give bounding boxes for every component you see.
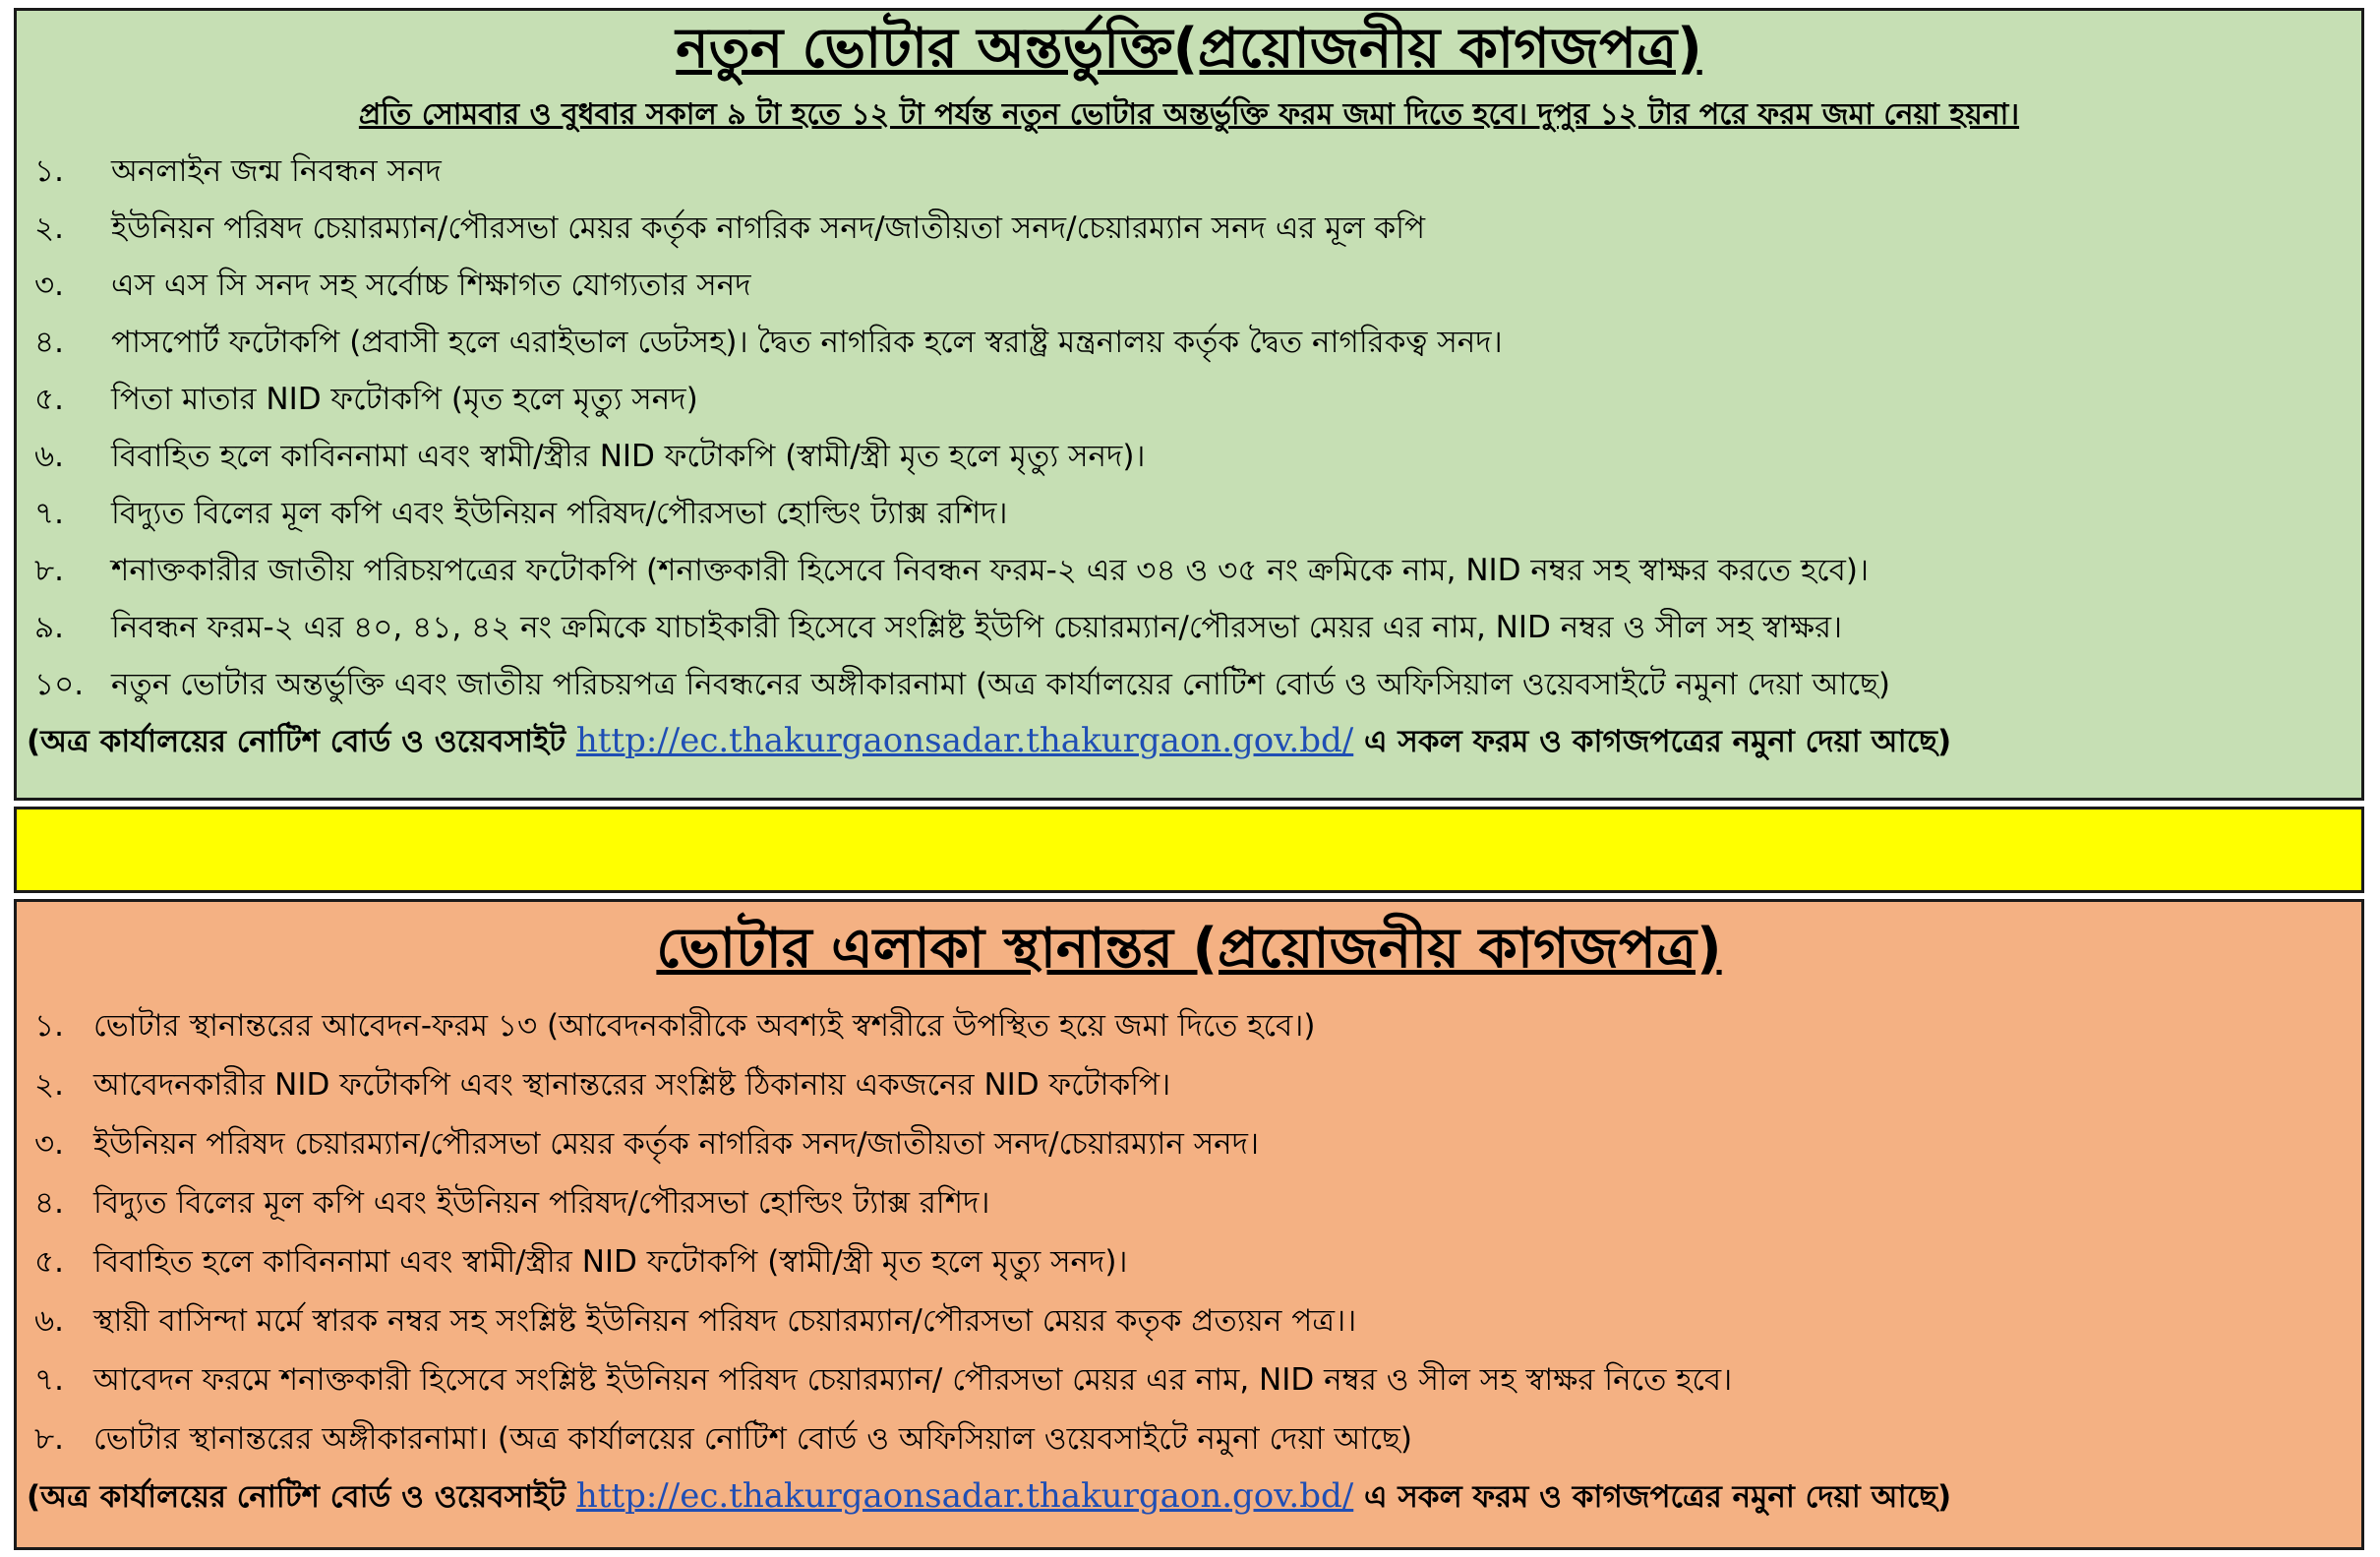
item-number: ৪. <box>34 1185 64 1221</box>
item-number: ২. <box>34 1067 65 1103</box>
list-item <box>34 1350 2361 1409</box>
list-item <box>34 1173 2361 1232</box>
website-link[interactable]: http://ec.thakurgaonsadar.thakurgaon.gov.bd/ <box>575 721 1354 760</box>
list-item <box>34 542 2361 599</box>
item-text: ভোটার স্থানান্তরের অঙ্গীকারনামা। (অত্র কার্যালয়ের নোটিশ বোর্ড ও অফিসিয়াল ওয়েবসাইটে নমুনা দেয়া আছে) <box>93 1421 1412 1457</box>
item-text: বিদ্যুত বিলের মূল কপি এবং ইউনিয়ন পরিষদ/পৌরসভা হোল্ডিং ট্যাক্স রশিদ। <box>111 496 1008 531</box>
list-item <box>34 599 2361 656</box>
footer-text-after: এ সকল ফরম ও কাগজপত্রের নমুনা দেয়া আছে) <box>1353 724 1952 759</box>
item-number: ৭. <box>34 496 65 531</box>
list-item <box>34 1409 2361 1468</box>
item-text: বিবাহিত হলে কাবিননামা এবং স্বামী/স্ত্রীর NID ফটোকপি (স্বামী/স্ত্রী মৃত হলে মৃত্যু সনদ)। <box>111 439 1146 474</box>
list-item <box>34 656 2361 713</box>
new-voter-panel <box>14 8 2364 801</box>
voter-transfer-document-list <box>17 996 2361 1468</box>
item-number: ৬. <box>34 439 65 474</box>
list-item <box>34 1291 2361 1350</box>
item-text: আবেদন ফরমে শনাক্তকারী হিসেবে সংশ্লিষ্ট ইউনিয়ন পরিষদ চেয়ারম্যান/ পৌরসভা মেয়র এর নাম, NID নম্বর ও সীল সহ স্বাক্ষর নিতে হবে। <box>93 1362 1733 1398</box>
item-number: ৮. <box>34 1421 64 1457</box>
list-item <box>34 485 2361 542</box>
item-text: পিতা মাতার NID ফটোকপি (মৃত হলে মৃত্যু সনদ) <box>111 382 698 417</box>
list-item <box>34 428 2361 485</box>
item-number: ৩. <box>34 1126 65 1162</box>
list-item <box>34 996 2361 1055</box>
item-text: আবেদনকারীর NID ফটোকপি এবং স্থানান্তরের সংশ্লিষ্ট ঠিকানায় একজনের NID ফটোকপি। <box>93 1067 1171 1103</box>
item-number: ৬. <box>34 1303 65 1339</box>
list-item <box>34 257 2361 314</box>
item-number: ৮. <box>34 553 64 588</box>
website-link[interactable]: http://ec.thakurgaonsadar.thakurgaon.gov.bd/ <box>575 1476 1354 1516</box>
item-number: ৯. <box>34 610 64 645</box>
list-item <box>34 1055 2361 1114</box>
item-text: বিবাহিত হলে কাবিননামা এবং স্বামী/স্ত্রীর NID ফটোকপি (স্বামী/স্ত্রী মৃত হলে মৃত্যু সনদ)। <box>93 1244 1128 1280</box>
item-text: ইউনিয়ন পরিষদ চেয়ারম্যান/পৌরসভা মেয়র কর্তৃক নাগরিক সনদ/জাতীয়তা সনদ/চেয়ারম্যান সনদ এর মূল কপি <box>111 210 1426 246</box>
item-number: ৭. <box>34 1362 65 1398</box>
footer-text-before: (অত্র কার্যালয়ের নোটিশ বোর্ড ও ওয়েবসাইট <box>27 724 576 759</box>
voter-transfer-footer-note <box>17 1468 2361 1525</box>
list-item <box>34 371 2361 428</box>
item-number: ২. <box>34 210 65 246</box>
item-text: নতুন ভোটার অন্তর্ভুক্তি এবং জাতীয় পরিচয়পত্র নিবন্ধনের অঙ্গীকারনামা (অত্র কার্যালয়ের নোটিশ বোর্ড ও অফিসিয়াল ওয়েবসাইটে নমুনা দেয়া আছে) <box>111 667 1890 702</box>
voter-transfer-title: ভোটার এলাকা স্থানান্তর (প্রয়োজনীয় কাগজপত্র) <box>656 917 1722 981</box>
item-number: ১০. <box>34 667 85 702</box>
new-voter-footer-note <box>17 713 2361 769</box>
list-item <box>34 1232 2361 1291</box>
item-text: শনাক্তকারীর জাতীয় পরিচয়পত্রের ফটোকপি (শনাক্তকারী হিসেবে নিবন্ধন ফরম-২ এর ৩৪ ও ৩৫ নং ক্রমিকে নাম, NID নম্বর সহ স্বাক্ষর করতে হবে)। <box>111 553 1870 588</box>
footer-text-before: (অত্র কার্যালয়ের নোটিশ বোর্ড ও ওয়েবসাইট <box>27 1479 576 1515</box>
item-number: ৫. <box>34 382 64 417</box>
footer-text-after: এ সকল ফরম ও কাগজপত্রের নমুনা দেয়া আছে) <box>1353 1479 1952 1515</box>
item-text: পাসপোর্ট ফটোকপি (প্রবাসী হলে এরাইভাল ডেটসহ)। দ্বৈত নাগরিক হলে স্বরাষ্ট্র মন্ত্রনালয় কর্তৃক দ্বৈত নাগরিকত্ব সনদ। <box>111 325 1503 360</box>
list-item <box>34 200 2361 257</box>
submission-time-notice: প্রতি সোমবার ও বুধবার সকাল ৯ টা হতে ১২ টা পর্যন্ত নতুন ভোটার অন্তর্ভুক্তি ফরম জমা দিতে হবে। দুপুর ১২ টার পরে ফরম জমা নেয়া হয়না। <box>358 97 2020 132</box>
item-number: ৩. <box>34 268 65 303</box>
voter-transfer-panel <box>14 899 2364 1550</box>
list-item <box>34 314 2361 371</box>
item-text: বিদ্যুত বিলের মূল কপি এবং ইউনিয়ন পরিষদ/পৌরসভা হোল্ডিং ট্যাক্স রশিদ। <box>93 1185 990 1221</box>
list-item <box>34 1114 2361 1173</box>
item-number: ১. <box>34 1008 64 1044</box>
item-text: নিবন্ধন ফরম-২ এর ৪০, ৪১, ৪২ নং ক্রমিকে যাচাইকারী হিসেবে সংশ্লিষ্ট ইউপি চেয়ারম্যান/পৌরসভা মেয়র এর নাম, NID নম্বর ও সীল সহ স্বাক্ষর। <box>111 610 1843 645</box>
item-text: এস এস সি সনদ সহ সর্বোচ্চ শিক্ষাগত যোগ্যতার সনদ <box>111 268 751 303</box>
yellow-divider <box>14 807 2364 893</box>
item-text: ইউনিয়ন পরিষদ চেয়ারম্যান/পৌরসভা মেয়র কর্তৃক নাগরিক সনদ/জাতীয়তা সনদ/চেয়ারম্যান সনদ। <box>93 1126 1260 1162</box>
item-number: ৪. <box>34 325 64 360</box>
list-item <box>34 143 2361 200</box>
item-text: স্থায়ী বাসিন্দা মর্মে স্বারক নম্বর সহ সংশ্লিষ্ট ইউনিয়ন পরিষদ চেয়ারম্যান/পৌরসভা মেয়র কতৃক প্রত্যয়ন পত্র।। <box>93 1303 1357 1339</box>
item-number: ৫. <box>34 1244 64 1280</box>
new-voter-document-list <box>17 143 2361 713</box>
item-text: অনলাইন জন্ম নিবন্ধন সনদ <box>111 153 442 189</box>
new-voter-title: নতুন ভোটার অন্তর্ভুক্তি(প্রয়োজনীয় কাগজপত্র) <box>676 17 1702 81</box>
item-text: ভোটার স্থানান্তরের আবেদন-ফরম ১৩ (আবেদনকারীকে অবশ্যই স্বশরীরে উপস্থিত হয়ে জমা দিতে হবে।) <box>93 1008 1316 1044</box>
item-number: ১. <box>34 153 64 189</box>
